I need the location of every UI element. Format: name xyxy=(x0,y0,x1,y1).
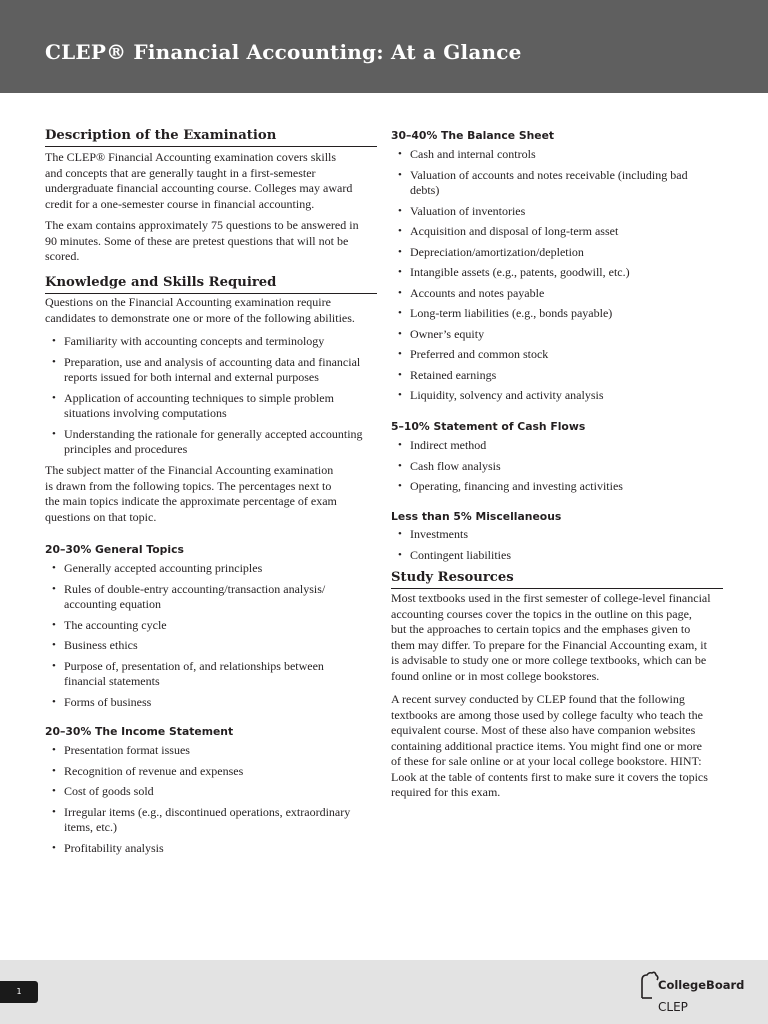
list-item-line: • Profitability analysis xyxy=(64,840,164,855)
list-item-line: • Generally accepted accounting principles xyxy=(64,561,263,575)
list-item xyxy=(45,582,377,613)
list-item xyxy=(45,391,377,422)
list-item-line: • Intangible assets (e.g., patents, goodwill, etc.) xyxy=(410,265,630,279)
logo-text: CollegeBoard xyxy=(658,978,745,992)
list-item-line: • Liquidity, solvency and activity analysis xyxy=(410,388,604,402)
list-item xyxy=(391,204,723,220)
list-item xyxy=(391,224,723,240)
list-item xyxy=(45,561,377,577)
text-line: The exam contains approximately 75 questions to be answered in xyxy=(45,218,359,232)
list-item-line: • Presentation format issues xyxy=(64,743,190,757)
list-item-line: • Application of accounting techniques to simple problem xyxy=(64,390,334,405)
list-item-line: • Business ethics xyxy=(64,638,138,652)
list-item-line: items, etc.) xyxy=(64,820,117,834)
study-paragraph-2 xyxy=(391,692,723,801)
income-statement-heading: 20–30% The Income Statement xyxy=(45,725,234,738)
list-item-line: debts) xyxy=(410,183,440,197)
acorn-icon xyxy=(638,970,660,1000)
text-line: scored. xyxy=(45,249,80,263)
general-topics-list xyxy=(45,561,377,710)
description-paragraph-1 xyxy=(45,150,377,212)
list-item-line: reports issued for both internal and external purposes xyxy=(64,370,319,384)
text-line: is drawn from the following topics. The percentages next to xyxy=(45,478,332,493)
text-line: but the approaches to certain topics and the emphases given to xyxy=(391,622,691,636)
list-item xyxy=(45,659,377,690)
list-item xyxy=(45,695,377,711)
list-item xyxy=(45,784,377,800)
list-item xyxy=(391,548,723,564)
text-line: containing additional practice items. You might find one or more xyxy=(391,738,702,753)
general-topics-heading: 20–30% General Topics xyxy=(45,543,184,556)
knowledge-intro xyxy=(45,295,377,326)
list-item xyxy=(391,368,723,384)
list-item-line: • Acquisition and disposal of long-term asset xyxy=(410,224,619,238)
knowledge-list xyxy=(45,334,377,458)
list-item xyxy=(45,638,377,654)
list-item-line: • Indirect method xyxy=(410,438,487,452)
text-line: found online or in most college bookstores. xyxy=(391,668,600,683)
list-item xyxy=(391,479,723,495)
list-item xyxy=(45,334,377,350)
cash-flows-list xyxy=(391,438,723,495)
list-item-line: • Retained earnings xyxy=(410,367,497,382)
list-item xyxy=(45,764,377,780)
list-item xyxy=(391,286,723,302)
list-item-line: • Preparation, use and analysis of accounting data and financial xyxy=(64,354,361,369)
list-item-line: • Valuation of inventories xyxy=(410,203,526,218)
list-item-line: • Long-term liabilities (e.g., bonds payable) xyxy=(410,306,613,320)
text-line: A recent survey conducted by CLEP found that the following xyxy=(391,692,685,706)
list-item-line: • Accounts and notes payable xyxy=(410,285,545,300)
logo-subtext: CLEP xyxy=(658,1000,688,1014)
text-line: The subject matter of the Financial Accounting examination xyxy=(45,463,334,477)
list-item xyxy=(45,805,377,836)
cash-flows-heading: 5–10% Statement of Cash Flows xyxy=(391,420,586,433)
list-item-line: • Cost of goods sold xyxy=(64,784,154,798)
text-line: undergraduate financial accounting course. Colleges may award xyxy=(45,181,353,195)
list-item xyxy=(45,618,377,634)
text-line: textbooks are among those used by college faculty who teach the xyxy=(391,707,703,722)
study-paragraph-1 xyxy=(391,591,723,684)
list-item xyxy=(391,168,723,199)
list-item xyxy=(391,438,723,454)
misc-list xyxy=(391,527,723,563)
list-item-line: • Contingent liabilities xyxy=(410,547,511,562)
list-item-line: • The accounting cycle xyxy=(64,617,167,632)
text-line: questions on that topic. xyxy=(45,509,157,524)
text-line: Most textbooks used in the first semester of college-level financial xyxy=(391,591,711,605)
list-item xyxy=(391,388,723,404)
text-line: of these for sale online or at your local college bookstore. HINT: xyxy=(391,754,702,768)
list-item-line: • Valuation of accounts and notes receivable (including bad xyxy=(410,167,688,182)
list-item-line: • Operating, financing and investing activities xyxy=(410,479,623,493)
page-header xyxy=(0,0,768,93)
list-item-line: • Recognition of revenue and expenses xyxy=(64,763,244,778)
list-item xyxy=(391,306,723,322)
list-item-line: situations involving computations xyxy=(64,406,227,420)
list-item-line: • Forms of business xyxy=(64,694,152,709)
text-line: and concepts that are generally taught in a first-semester xyxy=(45,165,316,180)
list-item-line: • Rules of double-entry accounting/transaction analysis/ xyxy=(64,581,326,596)
balance-sheet-heading: 30–40% The Balance Sheet xyxy=(391,129,555,142)
text-line: accounting courses cover the topics in the outline on this page, xyxy=(391,606,692,621)
misc-heading: Less than 5% Miscellaneous xyxy=(391,510,562,523)
text-line: candidates to demonstrate one or more of the following abilities. xyxy=(45,310,355,325)
page-title: CLEP® Financial Accounting: At a Glance xyxy=(45,40,522,64)
list-item-line: financial statements xyxy=(64,674,160,688)
list-item xyxy=(391,265,723,281)
list-item-line: • Cash and internal controls xyxy=(410,147,536,161)
list-item xyxy=(391,527,723,543)
text-line: Look at the table of contents first to make sure it covers the topics xyxy=(391,769,708,784)
list-item-line: • Depreciation/amortization/depletion xyxy=(410,244,584,259)
text-line: Questions on the Financial Accounting examination require xyxy=(45,295,331,309)
description-heading: Description of the Examination xyxy=(45,128,377,147)
list-item xyxy=(391,459,723,475)
knowledge-outro xyxy=(45,463,377,525)
list-item-line: accounting equation xyxy=(64,597,161,611)
description-paragraph-2 xyxy=(45,218,377,265)
list-item xyxy=(45,427,377,458)
list-item-line: • Irregular items (e.g., discontinued operations, extraordinary xyxy=(64,804,351,819)
list-item xyxy=(45,355,377,386)
balance-sheet-list xyxy=(391,147,723,404)
college-board-logo xyxy=(638,966,756,1018)
study-heading: Study Resources xyxy=(391,570,723,589)
list-item-line: principles and procedures xyxy=(64,442,188,456)
text-line: them may differ. To prepare for the Financial Accounting exam, it xyxy=(391,637,707,652)
list-item xyxy=(391,245,723,261)
list-item xyxy=(45,841,377,857)
list-item xyxy=(391,327,723,343)
page-number: 1 xyxy=(0,981,38,1003)
list-item xyxy=(45,743,377,759)
list-item xyxy=(391,147,723,163)
list-item-line: • Understanding the rationale for generally accepted accounting xyxy=(64,426,363,441)
list-item-line: • Cash flow analysis xyxy=(410,458,501,473)
text-line: 90 minutes. Some of these are pretest questions that will not be xyxy=(45,233,349,248)
text-line: is advisable to study one or more college textbooks, which can be xyxy=(391,653,707,667)
list-item-line: • Purpose of, presentation of, and relationships between xyxy=(64,658,324,673)
knowledge-heading: Knowledge and Skills Required xyxy=(45,275,377,294)
income-statement-list xyxy=(45,743,377,856)
list-item-line: • Familiarity with accounting concepts and terminology xyxy=(64,334,325,348)
text-line: credit for a one-semester course in financial accounting. xyxy=(45,196,315,211)
text-line: equivalent course. Most of these also have companion websites xyxy=(391,723,696,737)
list-item-line: • Preferred and common stock xyxy=(410,347,549,361)
list-item-line: • Investments xyxy=(410,527,468,541)
list-item xyxy=(391,347,723,363)
list-item-line: • Owner’s equity xyxy=(410,326,485,341)
text-line: required for this exam. xyxy=(391,785,501,799)
text-line: the main topics indicate the approximate percentage of exam xyxy=(45,494,337,508)
text-line: The CLEP® Financial Accounting examination covers skills xyxy=(45,150,337,164)
